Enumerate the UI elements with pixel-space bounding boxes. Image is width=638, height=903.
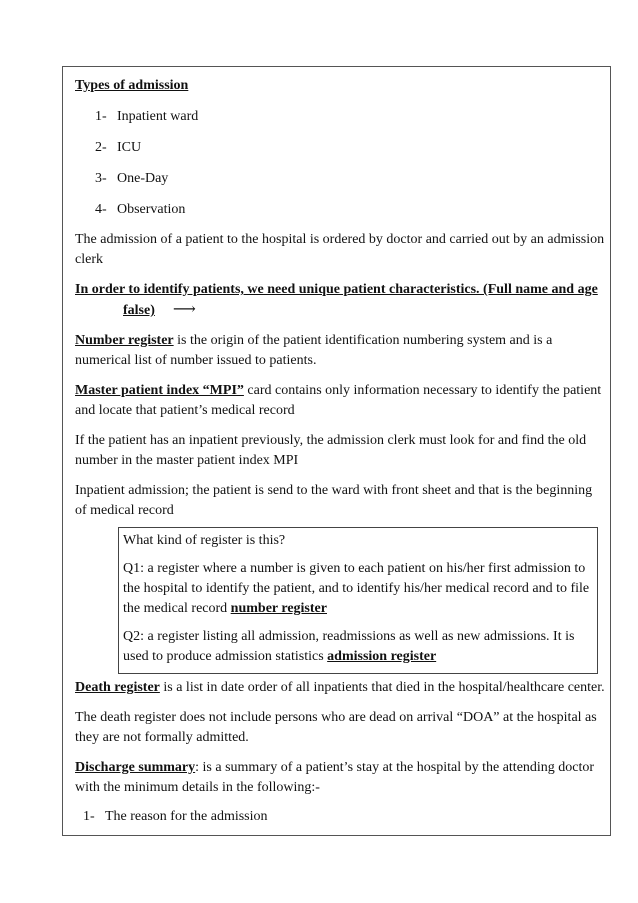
paragraph-death-register: Death register is a list in date order of all inpatients that died in the hospital/healthcare center. xyxy=(75,680,605,695)
term-mpi: Master patient index “MPI” xyxy=(75,383,244,398)
paragraph-identify-patients: In order to identify patients, we need unique patient characteristics. (Full name and agefalse) ⟶ xyxy=(75,282,598,318)
term-discharge-summary: Discharge summary xyxy=(75,760,196,775)
list-item: 4- Observation xyxy=(95,202,186,217)
list-item: 1- Inpatient ward xyxy=(95,109,199,124)
paragraph-previous-inpatient: If the patient has an inpatient previously, the admission clerk must look for and find the old number in the master patient index MPI xyxy=(75,433,587,468)
paragraph-doa: The death register does not include persons who are dead on arrival “DOA” at the hospital as they are not formally admitted. xyxy=(75,710,597,745)
answer-admission-register: admission register xyxy=(327,649,437,664)
term-number-register: Number register xyxy=(75,333,174,348)
box-question: What kind of register is this? xyxy=(123,533,286,548)
arrow-icon: ⟶ xyxy=(172,301,196,318)
list-item: 2- ICU xyxy=(95,140,142,155)
box-q1: Q1: a register where a number is given to each patient on his/her first admission to the hospital to identify the patient, and to identify his/her medical record and to file the medical record number register xyxy=(123,561,590,616)
heading-types-of-admission: Types of admission xyxy=(75,78,189,93)
document-content xyxy=(75,70,605,827)
paragraph-inpatient-admission: Inpatient admission; the patient is send to the ward with front sheet and that is the beginning of medical record xyxy=(75,483,593,518)
list-item: 1- The reason for the admission xyxy=(83,809,268,824)
paragraph-number-register: Number register is the origin of the patient identification numbering system and is a numerical list of number issued to patients. xyxy=(75,333,553,368)
paragraph-discharge-summary: Discharge summary: is a summary of a patient’s stay at the hospital by the attending doctor with the minimum details in the following:- xyxy=(75,760,595,795)
paragraph-mpi: Master patient index “MPI” card contains only information necessary to identify the patient and locate that patient’s medical record xyxy=(75,383,602,418)
list-item: 3- One-Day xyxy=(95,171,169,186)
admission-types-list xyxy=(75,107,605,220)
answer-number-register: number register xyxy=(230,601,327,616)
question-box xyxy=(118,527,598,674)
box-q2: Q2: a register listing all admission, readmissions as well as new admissions. It is used to produce admission statistics admission register xyxy=(123,629,575,664)
term-death-register: Death register xyxy=(75,680,160,695)
paragraph-admission: The admission of a patient to the hospital is ordered by doctor and carried out by an admission clerk xyxy=(75,232,605,267)
